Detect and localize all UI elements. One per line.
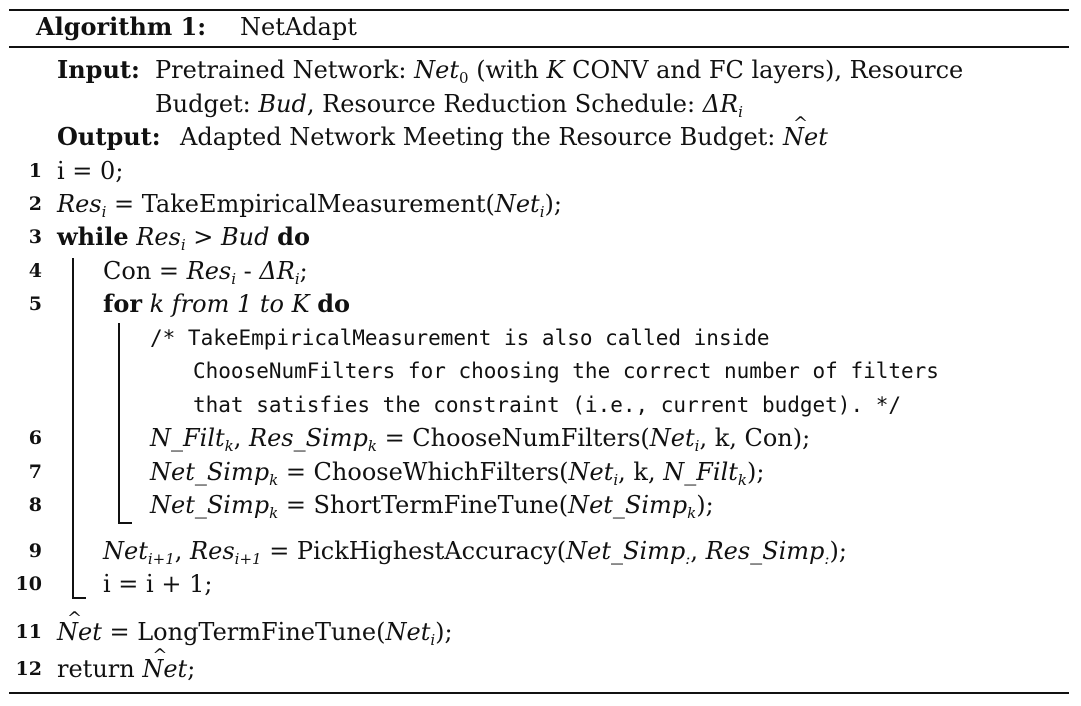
for-block-bar <box>118 323 120 523</box>
output-keyword: Output: <box>57 122 161 151</box>
while-block-end <box>72 597 86 599</box>
res-symbol: Res <box>186 257 232 285</box>
operator: - <box>236 257 260 285</box>
while-block-bar <box>72 258 74 598</box>
res-symbol: Res <box>57 190 102 218</box>
subscript: i <box>539 203 545 221</box>
netsimp-symbol: Net_Simp <box>150 458 270 486</box>
call: = PickHighestAccuracy( <box>261 537 567 565</box>
line-number: 2 <box>28 193 42 215</box>
do-keyword: do <box>277 222 310 251</box>
netsimp-symbol: Net_Simp <box>150 491 270 519</box>
subscript: k <box>737 471 747 489</box>
line-number: 6 <box>28 427 42 449</box>
subscript: i <box>294 270 300 288</box>
line-number: 1 <box>28 160 42 182</box>
args: , k, <box>618 458 664 486</box>
subscript: : <box>824 550 830 568</box>
net-symbol: Net <box>414 56 460 84</box>
line-text <box>57 221 310 253</box>
do-keyword: do <box>317 289 350 318</box>
line-number: 3 <box>28 226 42 248</box>
call-end: ); <box>435 618 453 646</box>
separator: , <box>233 424 250 452</box>
line-text <box>103 288 350 320</box>
line-text <box>57 653 195 685</box>
call: = ShortTermFineTune( <box>278 491 569 519</box>
comment-text: that satisfies the constraint (i.e., current budget). */ <box>193 393 902 417</box>
line-number: 9 <box>28 540 42 562</box>
net-hat-symbol: ^ Net <box>783 121 828 153</box>
line-text: i = i + 1; <box>103 570 213 598</box>
nfilt-symbol: N_Filt <box>663 458 738 486</box>
net-hat-symbol: ^ Net <box>142 653 187 685</box>
call-end: ); <box>829 537 847 565</box>
subscript: : <box>685 550 691 568</box>
res-symbol: Res <box>190 537 235 565</box>
separator: , <box>690 537 706 565</box>
input-mid: (with <box>468 56 547 84</box>
net-symbol: Net <box>649 424 695 452</box>
subscript: i+1 <box>234 550 262 568</box>
subscript: i+1 <box>147 550 175 568</box>
subscript: k <box>687 504 697 522</box>
line-number: 5 <box>28 293 42 315</box>
call-end: ); <box>544 190 562 218</box>
call-end: , k, Con); <box>699 424 811 452</box>
input-label: Pretrained Network: <box>155 56 415 84</box>
subscript: k <box>224 437 234 455</box>
line-text <box>103 255 308 287</box>
nfilt-symbol: N_Filt <box>150 424 225 452</box>
input-end: CONV and FC layers), Resource <box>564 56 964 84</box>
delta-symbol: ΔR <box>702 90 739 118</box>
bud-symbol: Bud <box>258 90 307 118</box>
for-keyword: for <box>103 289 142 318</box>
input-keyword: Input: <box>57 55 140 84</box>
line-number: 4 <box>28 260 42 282</box>
subscript: i <box>694 437 700 455</box>
subscript: i <box>613 471 619 489</box>
header-rule <box>9 46 1069 48</box>
line-text <box>57 188 562 220</box>
netsimp-symbol: Net_Simp <box>568 491 688 519</box>
subscript: i <box>180 236 186 254</box>
subscript: i <box>430 631 436 649</box>
net-symbol: Net <box>103 537 148 565</box>
delta-symbol: ΔR <box>259 257 295 285</box>
line-number: 12 <box>15 658 42 680</box>
subscript: i <box>231 270 237 288</box>
call-end: ); <box>696 491 714 519</box>
return-keyword: return <box>57 655 143 683</box>
subscript: k <box>269 471 279 489</box>
call: = ChooseWhichFilters( <box>278 458 569 486</box>
for-block-end <box>118 522 132 524</box>
subscript: k <box>269 504 279 522</box>
bottom-rule <box>9 692 1069 694</box>
subscript: k <box>367 437 377 455</box>
input-text-1 <box>155 54 963 86</box>
line-text: i = 0; <box>57 157 124 185</box>
net-symbol: Net <box>494 190 540 218</box>
bud-symbol: Bud <box>221 223 270 251</box>
net-symbol: Net <box>568 458 614 486</box>
con-assign: Con = <box>103 257 187 285</box>
while-keyword: while <box>57 222 129 251</box>
ressimp-symbol: Res_Simp <box>705 537 825 565</box>
algorithm-name: NetAdapt <box>240 13 357 41</box>
schedule-label: , Resource Reduction Schedule: <box>306 90 703 118</box>
input-text-2 <box>155 88 743 120</box>
operator: > <box>185 223 222 251</box>
line-number: 11 <box>15 621 42 643</box>
call: = TakeEmpiricalMeasurement( <box>106 190 495 218</box>
k-symbol: K <box>546 56 565 84</box>
output-label: Adapted Network Meeting the Resource Budget: <box>180 123 783 151</box>
call: = ChooseNumFilters( <box>376 424 650 452</box>
call-end: ); <box>746 458 765 486</box>
netsimp-symbol: Net_Simp <box>566 537 686 565</box>
line-number: 10 <box>15 573 42 595</box>
subscript: i <box>101 203 107 221</box>
call: = LongTermFineTune( <box>101 618 386 646</box>
algorithm-label: Algorithm 1: <box>36 12 207 41</box>
line-text <box>150 422 810 454</box>
line-number: 7 <box>28 461 42 483</box>
for-condition: k from 1 to K <box>149 290 310 318</box>
net-subscript: 0 <box>459 69 469 87</box>
line-text <box>57 616 453 648</box>
line-text <box>150 456 764 488</box>
net-hat-symbol: ^ Net <box>57 616 102 648</box>
line-end: ; <box>187 655 196 683</box>
budget-label: Budget: <box>155 90 259 118</box>
line-text <box>150 489 714 521</box>
comment-text: /* TakeEmpiricalMeasurement is also called inside <box>150 326 770 350</box>
separator: , <box>174 537 191 565</box>
comment-text: ChooseNumFilters for choosing the correct number of filters <box>193 359 939 383</box>
ressimp-symbol: Res_Simp <box>249 424 368 452</box>
res-symbol: Res <box>136 223 181 251</box>
line-number: 8 <box>28 494 42 516</box>
net-symbol: Net <box>385 618 431 646</box>
line-text <box>103 535 847 567</box>
output-text <box>180 121 828 153</box>
delta-subscript: i <box>738 103 743 121</box>
line-end: ; <box>299 257 308 285</box>
